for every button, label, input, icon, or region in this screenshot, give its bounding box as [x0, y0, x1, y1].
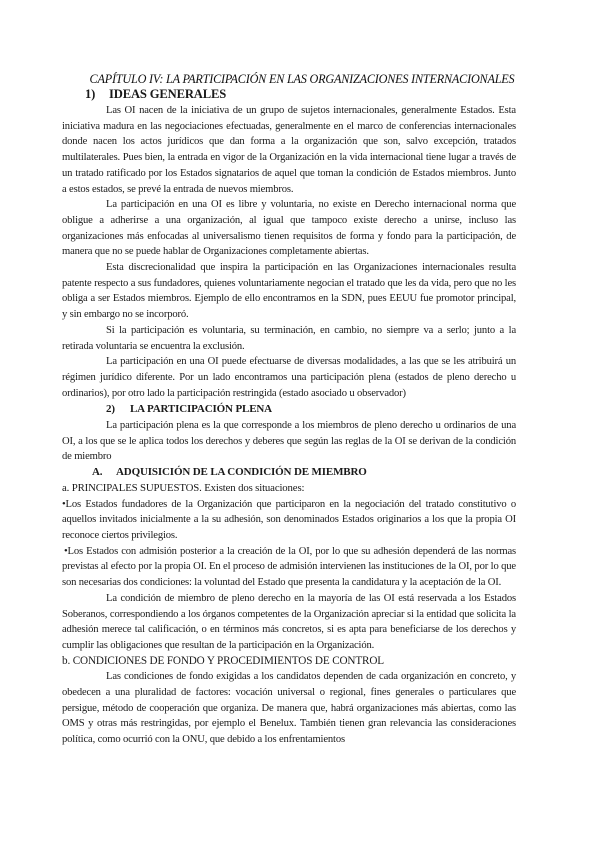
- bullet-item: •Los Estados fundadores de la Organización que participaron en la negociación del tratado constitutivo o aquellos invitados inicialmente a la su adhesión, son denominados Estados originarios a los que la propia OI reconoce ciertos privilegios.: [62, 498, 516, 541]
- paragraph: Si la participación es voluntaria, su terminación, en cambio, no siempre va a serlo; junto a la retirada voluntaria se encuentra la exclusión.: [62, 324, 516, 352]
- section-title: IDEAS GENERALES: [109, 87, 227, 101]
- paragraph: La participación en una OI puede efectuarse de diversas modalidades, a las que se les atribuirá un régimen jurídico diferente. Por un lado encontramos una participación plena (estados de pleno derecho u ordinarios), por otro lado la participación restringida (estado asociado u observador): [62, 356, 516, 399]
- section-title: ADQUISICIÓN DE LA CONDICIÓN DE MIEMBRO: [116, 466, 367, 479]
- paragraph: La condición de miembro de pleno derecho en la mayoría de las OI está reservada a los Estados Soberanos, correspondiendo a los órganos competentes de la Organización apreciar si la entidad que solicita la adhesión merece tal calificación, o en términos más concretos, si es apta para beneficiarse de los derechos y cumplir las obligaciones que resultan de la participación en la Organización.: [62, 592, 516, 651]
- bullet-item: •Los Estados con admisión posterior a la creación de la OI, por lo que su adhesión dependerá de las normas previstas al efecto por la propia OI. En el proceso de admisión intervienen las instituciones de la OI, por lo que son necesarias dos condiciones: la voluntad del Estado que presenta la candidatura y la aceptación de la OI.: [62, 545, 516, 589]
- section-number: A.: [92, 466, 103, 479]
- paragraph: Las condiciones de fondo exigidas a los candidatos dependen de cada organización en concreto, y obedecen a una pluralidad de factores: vocación universal o regional, fines generales o particulares que persigue, método de cooperación que organiza. De manera que, habrá organizaciones más abiertas, como las OMS y otras más restringidas, por ejemplo el Benelux. También tienen gran relevancia las consideraciones política, como ocurrió con la ONU, que debido a los enfrentamientos: [62, 671, 516, 746]
- section-number: 2): [106, 403, 115, 416]
- chapter-title: CAPÍTULO IV: LA PARTICIPACIÓN EN LAS ORGANIZACIONES INTERNACIONALES: [89, 72, 515, 86]
- section-number: 1): [85, 87, 96, 101]
- section-heading-ideas-generales: [85, 86, 516, 103]
- paragraph: Las OI nacen de la iniciativa de un grupo de sujetos internacionales, generalmente Estados. Esta iniciativa madura en las negociaciones efectuadas, generalmente en el marco de conferencias internacionales donde nacen los actos jurídicos que dan forma a la organización que son, salvo excepción, tratados multilaterales. Pues bien, la entrada en vigor de la Organización en la vida internacional tiene lugar a través de un tratado ratificado por los Estados signatarios de aquel que toman la condición de Estados miembros. Junto a estos estados, se prevé la entrada de nuevos miembros.: [62, 105, 516, 195]
- section-heading-participacion-plena: [106, 402, 516, 418]
- paragraph: La participación plena es la que corresponde a los miembros de pleno derecho u ordinarios de una OI, a los que se le aplica todos los derechos y deberes que según las reglas de la OI se derivan de la condición de miembro: [62, 420, 516, 463]
- subheading-principales-supuestos: a. PRINCIPALES SUPUESTOS. Existen dos situaciones:: [62, 481, 305, 494]
- section-heading-adquisicion: [92, 465, 516, 481]
- paragraph: Esta discrecionalidad que inspira la participación en las Organizaciones internacionales resulta patente respecto a sus fundadores, quienes voluntariamente negocian el tratado que les da vida, pero que no les obliga a ser Estados miembros. Ejemplo de ello encontramos en la SDN, pues EEUU fue promotor principal, y sin embargo no se incorporó.: [62, 262, 516, 321]
- subheading-condiciones-de-fondo: b. CONDICIONES DE FONDO Y PROCEDIMIENTOS DE CONTROL: [62, 654, 384, 667]
- document-body: [62, 86, 516, 748]
- paragraph: La participación en una OI es libre y voluntaria, no existe en Derecho internacional norma que obligue a adherirse a una organización, al igual que tampoco existe derecho a unirse, incluso las organizaciones más enfocadas al universalismo tienen requisitos de forma y fondo para la participación, de manera que no se puede hablar de Organizaciones completamente abiertas.: [62, 199, 516, 258]
- section-title: LA PARTICIPACIÓN PLENA: [130, 403, 272, 416]
